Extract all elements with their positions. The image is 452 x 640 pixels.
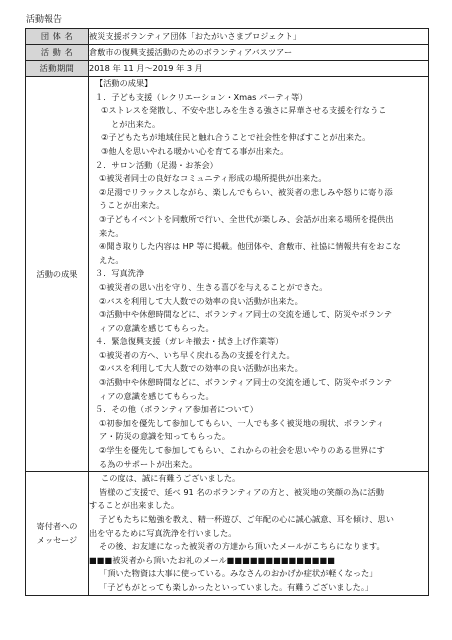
message-line: 出を守るために写真洗浄を行いました。: [89, 527, 237, 538]
results-line: ③活動中や休憩時間などに、ボランティア同士の交流を通して、防災やボランテ: [99, 309, 393, 320]
results-line: ５．その他（ボランティア参加者について）: [95, 404, 258, 415]
results-line: ィアの意識を感じてもらった。: [99, 322, 214, 333]
group-label: 団 体 名: [26, 29, 89, 45]
message-label-line: メッセージ: [36, 535, 78, 546]
results-line: ③活動中や休憩時間などに、ボランティア同士の交流を通して、防災やボランテ: [99, 377, 393, 388]
results-line: ①初参加を優先して参加してもらい、一人でも多く被災地の現状、ボランティ: [99, 417, 385, 428]
results-line: ②バスを利用して大人数での効率の良い活動が出来た。: [99, 363, 303, 374]
results-line: ②子どもたちが地域住民と触れ合うことで社会性を伸ばすことが出来た。: [101, 132, 371, 143]
message-label-line: 寄付者への: [36, 521, 78, 532]
message-line: することが出来ました。: [89, 500, 180, 511]
message-label: [26, 472, 89, 595]
message-content: [89, 472, 429, 595]
page-title: 活動報告: [26, 15, 63, 25]
activity-value: 倉敷市の復興支援活動のためのボランティアバスツアー: [89, 45, 429, 61]
message-row: [26, 472, 429, 595]
group-value: 被災支援ボランティア団体「おたがいさまプロジェクト」: [89, 29, 429, 45]
results-line: ①被災者の思い出を守り、生きる喜びを与えることができた。: [99, 281, 328, 292]
results-line: ③他人を思いやれる暖かい心を育てる事が出来た。: [101, 145, 289, 156]
period-row: [26, 61, 429, 77]
group-row: [26, 29, 429, 45]
message-line: この度は、誠に有難うございました。: [101, 473, 241, 484]
results-line: ①被災者の方へ、いち早く戻れる為の支援を行えた。: [99, 349, 295, 360]
results-line: とが出来た。: [111, 118, 161, 129]
results-line: ②学生を優先して参加してもらい、これからの社会を思いやりのある世界にす: [99, 445, 385, 456]
results-line: ④聞き取りした内容は HP 等に掲載。他団体や、倉敷市、社協に情報共有をおこな: [99, 241, 401, 252]
results-line: 【活動の成果】: [95, 78, 153, 88]
results-line: ②足湯でリラックスしながら、楽しんでもらい、被災者の悲しみや怒りに寄り添: [99, 186, 393, 197]
message-line: ■■■被災者から頂いたお礼のメール■■■■■■■■■■■■■■: [89, 554, 335, 565]
results-line: ４．緊急復興支援（ガレキ撤去・拭き上げ作業等）: [95, 336, 284, 347]
results-line: ①被災者同士の良好なコミュニティ形成の場所提供が出来た。: [99, 173, 327, 184]
message-line: 子どもたちに勉強を教え、精一杯遊び、ご年配の心に誠心誠意、耳を傾け、思い: [99, 514, 394, 524]
results-line: 来た。: [99, 227, 124, 238]
period-value: 2018 年 11 月～2019 年 3 月: [89, 61, 429, 77]
results-line: うことが出来た。: [99, 200, 165, 211]
results-line: ィアの意識を感じてもらった。: [99, 390, 214, 401]
results-content: [89, 77, 429, 472]
report-table: [25, 28, 429, 596]
results-line: えた。: [99, 254, 124, 265]
results-line: ３．写真洗浄: [95, 268, 145, 279]
results-line: る為のサポートが出来た。: [99, 458, 198, 469]
activity-label: 活 動 名: [26, 45, 89, 61]
results-line: ①ストレスを発散し、不安や悲しみを生きる強さに昇華させる支援を行なうこ: [101, 105, 387, 116]
results-row: [26, 77, 429, 472]
results-label: 活動の成果: [26, 77, 89, 472]
results-line: １．子ども支援（レクリエーション・Xmas パーティ等）: [95, 91, 308, 102]
message-line: 「頂いた物資は大事に使っている。みなさんのおかげか症状が軽くなった」: [99, 568, 378, 579]
message-line: 「子どもがとっても楽しかったといっていました。有難うございました。」: [99, 581, 374, 592]
message-line: その後、お友達になった被災者の方達から頂いたメールがこちらになります。: [99, 541, 385, 552]
period-label: 活動期間: [26, 61, 89, 77]
activity-row: [26, 45, 429, 61]
results-line: ア・防災の意識を知ってもらった。: [99, 431, 231, 442]
message-line: 皆様のご支援で、延べ 91 名のボランティアの方と、被災地の笑顔の為に活動: [99, 486, 384, 497]
results-line: ③子どもイベントを同敷所で行い、全世代が楽しみ、会話が出来る場所を提供出: [99, 213, 394, 224]
results-line: ②バスを利用して大人数での効率の良い活動が出来た。: [99, 295, 303, 306]
results-line: ２．サロン活動（足湯・お茶会）: [95, 159, 218, 170]
